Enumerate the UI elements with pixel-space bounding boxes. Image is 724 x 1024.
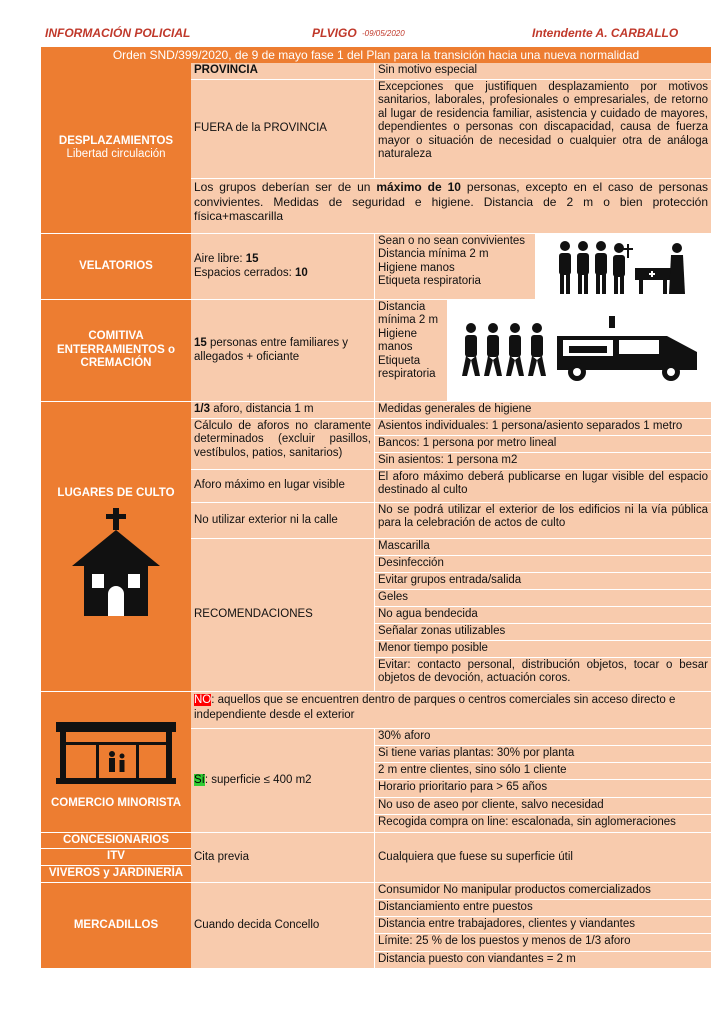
comitiva-label bbox=[41, 300, 191, 402]
recomendacion-item: Mascarilla bbox=[374, 539, 711, 556]
exterior-label: No utilizar exterior ni la calle bbox=[194, 513, 338, 526]
comercio-si-cell bbox=[191, 729, 374, 833]
recomendaciones-cell bbox=[191, 539, 374, 692]
comitiva-measure: Etiqueta bbox=[378, 354, 421, 367]
mercadillos-label: MERCADILLOS bbox=[41, 883, 191, 969]
page-header bbox=[0, 0, 724, 40]
header-right: Intendente A. CARBALLO bbox=[532, 26, 679, 40]
comercio-no-row bbox=[191, 692, 711, 729]
recomendacion-item: Desinfección bbox=[374, 556, 711, 573]
fuera-provincia-value: Excepciones que justifiquen desplazamiento por motivos sanitarios, laborales, profesionales o empresariales, de retorno al lugar de residencia familiar, asistencia y cuidado de mayores, dependientes o personas con discapacidad, causa de fuerza mayor o situación de necesidad o cualquier otra de análoga naturaleza bbox=[374, 80, 711, 179]
espacios-cerrados-value: 10 bbox=[295, 266, 308, 279]
concesionarios-value bbox=[374, 833, 711, 883]
mercadillos-cuando: Cuando decida Concello bbox=[194, 918, 320, 931]
grupos-text-b: máximo de 10 bbox=[376, 180, 461, 194]
comercio-si-value: Si tiene varias plantas: 30% por planta bbox=[374, 746, 711, 763]
recomendacion-item: No agua bendecida bbox=[374, 607, 711, 624]
aforo-text: aforo, distancia 1 m bbox=[210, 403, 314, 415]
storefront-icon bbox=[56, 722, 176, 784]
recomendacion-item: Evitar grupos entrada/salida bbox=[374, 573, 711, 590]
comitiva-label-line: ENTERRAMIENTOS o bbox=[57, 343, 175, 356]
velatorios-measures bbox=[374, 234, 711, 300]
aire-libre-value: 15 bbox=[245, 253, 259, 266]
mercadillos-value: Distanciamiento entre puestos bbox=[374, 900, 711, 917]
comitiva-measures bbox=[374, 300, 711, 402]
aforo-value: Medidas generales de higiene bbox=[374, 402, 711, 419]
mourners-coffin-icon bbox=[555, 238, 685, 296]
comitiva-measure: Higiene bbox=[378, 327, 417, 340]
desplazamientos-label bbox=[41, 63, 191, 234]
aforo-visible-label: Aforo máximo en lugar visible bbox=[194, 479, 345, 492]
fuera-provincia-label: FUERA de la PROVINCIA bbox=[194, 122, 327, 135]
exterior-cell bbox=[191, 503, 374, 539]
comercio-no-tag: NO bbox=[194, 694, 212, 706]
comitiva-text: personas entre familiares y allegados + oficiante bbox=[194, 337, 349, 363]
exterior-value: No se podrá utilizar el exterior de los edificios ni la vía pública para la celebración de actos de culto bbox=[374, 503, 711, 539]
comercio-label bbox=[41, 692, 191, 833]
hearse-procession-icon bbox=[459, 312, 709, 384]
calculo-value: Sin asientos: 1 persona m2 bbox=[374, 453, 711, 470]
aire-libre-label: Aire libre: bbox=[194, 253, 246, 266]
viveros-label: VIVEROS y JARDINERÍA bbox=[41, 866, 191, 883]
page-subtitle: Orden SND/399/2020, de 9 de mayo fase 1 del Plan para la transición hacia una nueva normalidad bbox=[41, 47, 711, 63]
comercio-si-tag: Sí bbox=[194, 773, 205, 786]
comitiva-measure: manos bbox=[378, 341, 413, 354]
comercio-si-value: No uso de aseo por cliente, salvo necesidad bbox=[374, 798, 711, 815]
aforo-visible-value: El aforo máximo deberá publicarse en lugar visible del espacio destinado al culto bbox=[374, 470, 711, 503]
cita-previa-label: Cita previa bbox=[194, 850, 249, 863]
comercio-si-value: 2 m entre clientes, sino sólo 1 cliente bbox=[374, 763, 711, 780]
velatorios-label: VELATORIOS bbox=[41, 234, 191, 300]
comercio-title: COMERCIO MINORISTA bbox=[50, 796, 182, 809]
mercadillos-value: Distancia puesto con viandantes = 2 m bbox=[374, 952, 711, 969]
grupos-text bbox=[191, 179, 711, 234]
desplazamientos-title: DESPLAZAMIENTOS bbox=[58, 134, 174, 147]
church-icon bbox=[66, 508, 166, 618]
concesionarios-value-text: Cualquiera que fuese su superficie útil bbox=[378, 850, 573, 863]
comercio-si-value: Recogida compra on line: escalonada, sin aglomeraciones bbox=[374, 815, 711, 833]
aforo-visible-cell bbox=[191, 470, 374, 503]
velatorios-measure: Etiqueta respiratoria bbox=[378, 275, 481, 288]
aforo-fraction: 1/3 bbox=[194, 403, 210, 415]
concesionarios-label: CONCESIONARIOS bbox=[41, 833, 191, 849]
velatorios-capacity bbox=[191, 234, 374, 300]
recomendacion-item: Menor tiempo posible bbox=[374, 641, 711, 658]
aforo-cell bbox=[191, 402, 374, 419]
velatorios-measure: Sean o no sean convivientes bbox=[378, 235, 526, 247]
culto-label bbox=[41, 402, 191, 692]
mercadillos-value: Distancia entre trabajadores, clientes y viandantes bbox=[374, 917, 711, 934]
recomendacion-item: Geles bbox=[374, 590, 711, 607]
itv-label: ITV bbox=[41, 849, 191, 866]
provincia-cell: PROVINCIA bbox=[191, 63, 374, 80]
comitiva-label-line: COMITIVA bbox=[88, 330, 144, 343]
provincia-value: Sin motivo especial bbox=[374, 63, 711, 80]
grupos-text-c: personas, excepto en el caso de personas convivientes. Medidas de seguridad e higiene. Distancia de 2 m o bien protección física+mascarilla bbox=[194, 180, 708, 223]
header-date: -09/05/2020 bbox=[362, 29, 405, 38]
comitiva-measure: respiratoria bbox=[378, 368, 436, 381]
comitiva-label-line: CREMACIÓN bbox=[80, 357, 152, 370]
comercio-si-value: 30% aforo bbox=[374, 729, 711, 746]
recomendacion-item: Señalar zonas utilizables bbox=[374, 624, 711, 641]
comitiva-count: 15 bbox=[194, 337, 207, 350]
calculo-value: Asientos individuales: 1 persona/asiento separados 1 metro bbox=[374, 419, 711, 436]
culto-title: LUGARES DE CULTO bbox=[57, 487, 175, 499]
comitiva-capacity bbox=[191, 300, 374, 402]
grupos-text-a: Los grupos deberían ser de un bbox=[194, 180, 377, 194]
recomendaciones-label: RECOMENDACIONES bbox=[194, 608, 313, 621]
calculo-value: Bancos: 1 persona por metro lineal bbox=[374, 436, 711, 453]
header-left: INFORMACIÓN POLICIAL bbox=[45, 26, 191, 40]
mercadillos-value: Consumidor No manipular productos comercializados bbox=[374, 883, 711, 900]
mercadillos-cell bbox=[191, 883, 374, 969]
header-center: PLVIGO bbox=[312, 26, 357, 40]
comercio-no-text: : aquellos que se encuentren dentro de parques o centros comerciales sin acceso directo e independiente desde el exterior bbox=[194, 694, 676, 721]
comitiva-measure: Distancia bbox=[378, 301, 426, 313]
comitiva-measure: mínima 2 m bbox=[378, 314, 439, 327]
cita-previa-cell bbox=[191, 833, 374, 883]
velatorios-measure: Distancia mínima 2 m bbox=[378, 248, 489, 261]
calculo-aforos: Cálculo de aforos no claramente determinados (excluir pasillos, vestíbulos, patios, sanitarios) bbox=[191, 419, 374, 470]
espacios-cerrados-label: Espacios cerrados: bbox=[194, 266, 295, 279]
fuera-provincia-cell bbox=[191, 80, 374, 179]
comercio-si-text: : superficie ≤ 400 m2 bbox=[204, 773, 312, 786]
desplazamientos-subtitle: Libertad circulación bbox=[66, 148, 166, 160]
mercadillos-value: Límite: 25 % de los puestos y menos de 1/3 aforo bbox=[374, 934, 711, 952]
velatorios-measure: Higiene manos bbox=[378, 261, 455, 274]
recomendacion-item: Evitar: contacto personal, distribución objetos, tocar o besar objetos de devoción, actuación coros. bbox=[374, 658, 711, 692]
comercio-si-value: Horario prioritario para > 65 años bbox=[374, 780, 711, 798]
